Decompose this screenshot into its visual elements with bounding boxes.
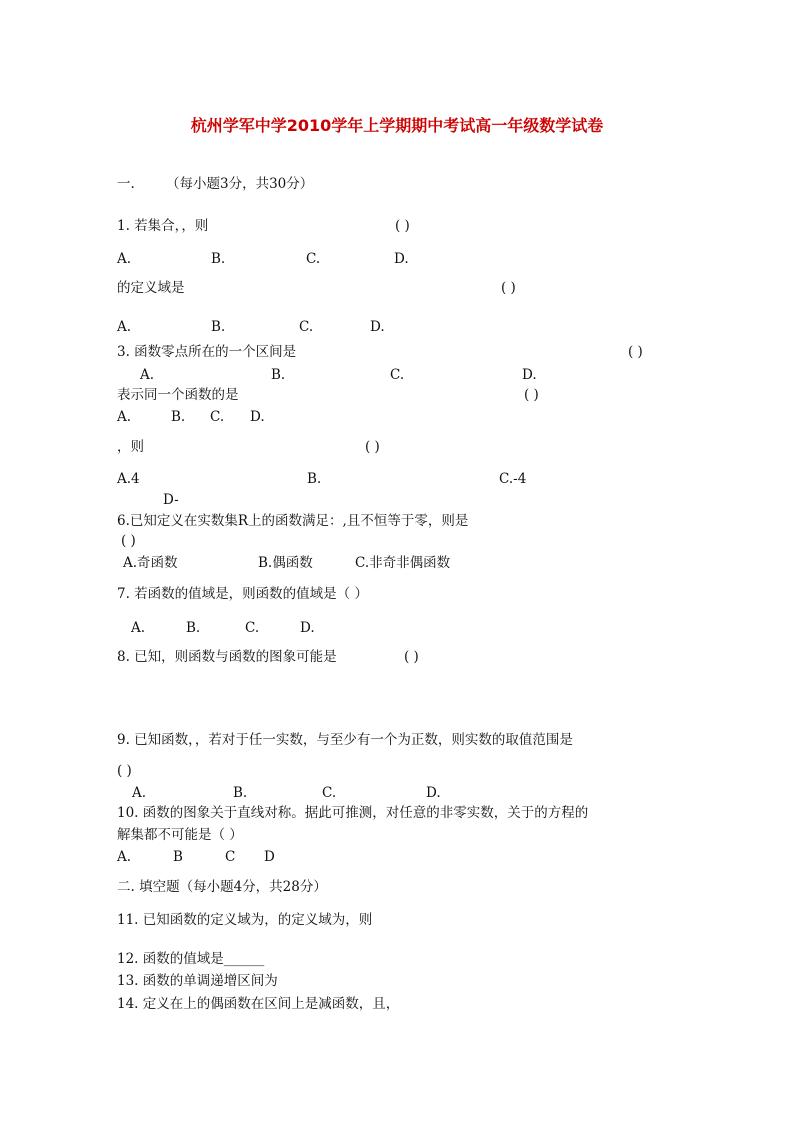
q12-text: 12. 函数的值域是______ [117,951,265,967]
q6-option-c: C.非奇非偶函数 [355,555,451,571]
q3-text: 3. 函数零点所在的一个区间是 [117,344,297,360]
q2-option-c: C. [299,319,314,335]
q11-text: 11. 已知函数的定义域为，的定义域为，则 [117,912,373,928]
q1-text: 1. 若集合，，则 [117,218,209,234]
q9-option-b: B. [233,785,248,801]
q3-answer-bracket: ( ) [628,344,643,360]
q3-option-d: D. [522,367,537,383]
q4-option-b: B. [171,409,186,425]
q2-text: 的定义域是 [117,280,185,296]
q5-option-a: A.4 [117,471,140,487]
q3-option-b: B. [271,367,286,383]
q5-option-c: C.-4 [499,471,527,487]
q10-option-a: A. [117,849,132,865]
q7-option-b: B. [186,620,201,636]
q7-option-a: A. [131,620,146,636]
q5-option-d: D- [163,492,179,508]
q10-option-b: B [173,849,183,865]
q6-answer-bracket: ( ) [121,533,136,549]
q1-option-a: A. [117,251,132,267]
q14-text: 14. 定义在上的偶函数在区间上是减函数，且， [117,996,400,1012]
q1-option-d: D. [394,251,409,267]
q10-text-line1: 10. 函数的图象关于直线对称。据此可推测，对任意的非零实数，关于的方程的 [117,805,589,821]
q9-option-a: A. [132,785,147,801]
q6-option-b: B.偶函数 [258,555,313,571]
q7-text: 7. 若函数的值域是，则函数的值域是（ ） [117,586,368,602]
q9-answer-bracket: ( ) [117,763,132,779]
q2-option-d: D. [370,319,385,335]
section1-number: 一. [117,176,135,192]
q10-option-d: D [264,849,275,865]
q3-option-a: A. [140,367,155,383]
section2-heading: 二. 填空题（每小题4分，共28分） [117,879,327,895]
q4-text: 表示同一个函数的是 [117,387,239,403]
q4-answer-bracket: ( ) [524,387,539,403]
q6-text: 6.已知定义在实数集R上的函数满足：,且不恒等于零，则是 [117,513,469,529]
section1-note: （每小题3分，共30分） [166,176,314,192]
q5-option-b: B. [307,471,322,487]
q1-option-c: C. [306,251,321,267]
q9-text: 9. 已知函数，，若对于任一实数，与至少有一个为正数，则实数的取值范围是 [117,732,573,748]
q2-option-a: A. [117,319,132,335]
q13-text: 13. 函数的单调递增区间为 [117,973,278,989]
q4-option-c: C. [210,409,225,425]
q4-option-d: D. [250,409,265,425]
q8-text: 8. 已知，则函数与函数的图象可能是 [117,649,337,665]
q1-option-b: B. [211,251,226,267]
q2-option-b: B. [211,319,226,335]
q8-answer-bracket: ( ) [404,649,419,665]
q7-option-d: D. [300,620,315,636]
q6-option-a: A.奇函数 [123,555,178,571]
q10-option-c: C [225,849,236,865]
exam-title: 杭州学军中学2010学年上学期期中考试高一年级数学试卷 [190,116,604,135]
q1-answer-bracket: ( ) [395,218,410,234]
q9-option-c: C. [322,785,337,801]
q5-answer-bracket: ( ) [365,439,380,455]
q4-option-a: A. [117,409,132,425]
q10-text-line2: 解集都不可能是（ ） [117,827,243,843]
q5-text: ，则 [117,439,144,455]
q3-option-c: C. [390,367,405,383]
q2-answer-bracket: ( ) [501,280,516,296]
q7-option-c: C. [245,620,260,636]
q9-option-d: D. [426,785,441,801]
